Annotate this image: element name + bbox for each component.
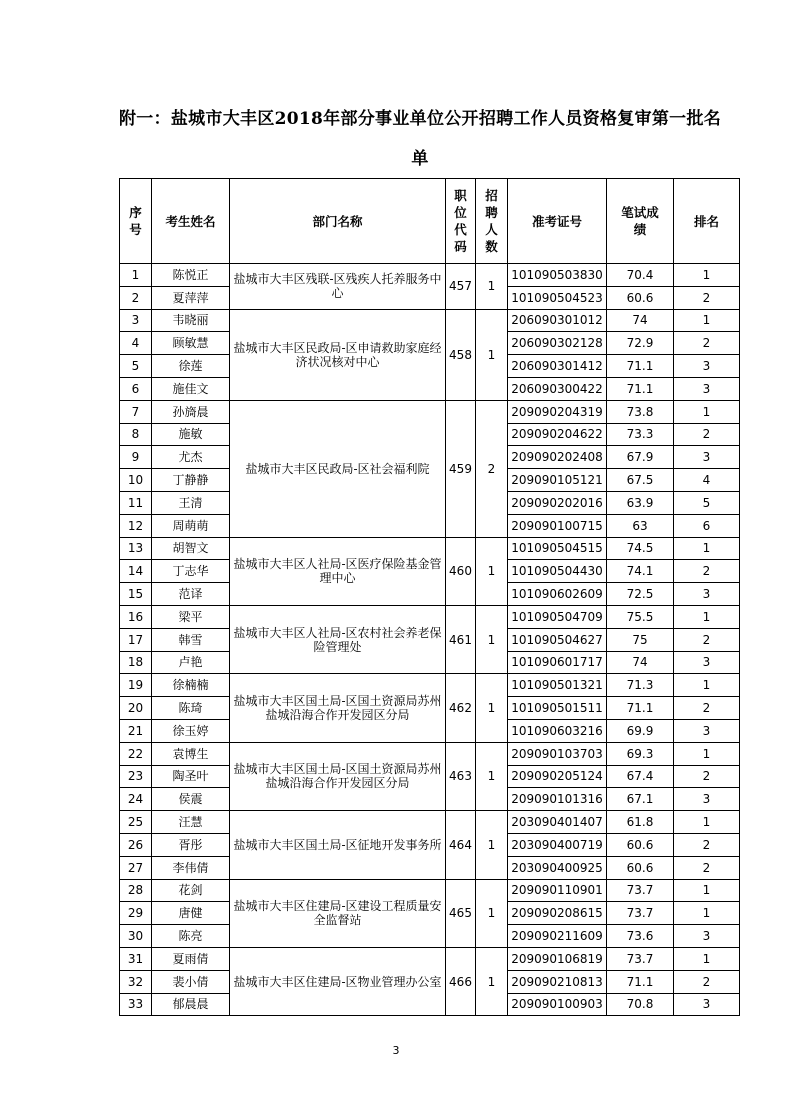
department-cell: 盐城市大丰区民政局-区社会福利院 xyxy=(230,400,446,537)
department-cell: 盐城市大丰区人社局-区医疗保险基金管理中心 xyxy=(230,537,446,605)
hires-cell: 1 xyxy=(476,947,508,1015)
name-cell: 丁志华 xyxy=(152,560,230,583)
name-cell: 施佳文 xyxy=(152,377,230,400)
exam-id-cell: 101090504515 xyxy=(508,537,607,560)
name-cell: 顾敏慧 xyxy=(152,332,230,355)
hires-cell: 1 xyxy=(476,674,508,742)
rank-cell: 3 xyxy=(674,651,740,674)
score-cell: 75 xyxy=(607,628,674,651)
seq-cell: 28 xyxy=(120,879,152,902)
score-cell: 69.9 xyxy=(607,719,674,742)
department-cell: 盐城市大丰区残联-区残疾人托养服务中心 xyxy=(230,264,446,310)
table-row xyxy=(120,811,740,834)
score-cell: 60.6 xyxy=(607,856,674,879)
name-cell: 花剑 xyxy=(152,879,230,902)
rank-cell: 5 xyxy=(674,491,740,514)
exam-id-cell: 203090401407 xyxy=(508,811,607,834)
name-cell: 胥彤 xyxy=(152,833,230,856)
name-cell: 范译 xyxy=(152,583,230,606)
seq-cell: 3 xyxy=(120,309,152,332)
exam-id-cell: 203090400719 xyxy=(508,833,607,856)
exam-id-cell: 206090301012 xyxy=(508,309,607,332)
seq-cell: 26 xyxy=(120,833,152,856)
exam-id-cell: 209090204319 xyxy=(508,400,607,423)
rank-cell: 6 xyxy=(674,514,740,537)
rank-cell: 1 xyxy=(674,537,740,560)
exam-id-cell: 101090504627 xyxy=(508,628,607,651)
rank-cell: 2 xyxy=(674,332,740,355)
hires-cell: 1 xyxy=(476,605,508,673)
seq-cell: 19 xyxy=(120,674,152,697)
header-code: 职位代码 xyxy=(446,179,476,264)
table-row xyxy=(120,400,740,423)
hires-cell: 1 xyxy=(476,811,508,879)
exam-id-cell: 101090501321 xyxy=(508,674,607,697)
table-row xyxy=(120,605,740,628)
rank-cell: 3 xyxy=(674,377,740,400)
exam-id-cell: 209090105121 xyxy=(508,469,607,492)
seq-cell: 20 xyxy=(120,697,152,720)
score-cell: 75.5 xyxy=(607,605,674,628)
table-row xyxy=(120,742,740,765)
name-cell: 周萌萌 xyxy=(152,514,230,537)
seq-cell: 24 xyxy=(120,788,152,811)
score-cell: 73.8 xyxy=(607,400,674,423)
exam-id-cell: 209090202016 xyxy=(508,491,607,514)
exam-id-cell: 101090602609 xyxy=(508,583,607,606)
rank-cell: 3 xyxy=(674,788,740,811)
rank-cell: 1 xyxy=(674,605,740,628)
department-cell: 盐城市大丰区人社局-区农村社会养老保险管理处 xyxy=(230,605,446,673)
exam-id-cell: 206090302128 xyxy=(508,332,607,355)
rank-cell: 2 xyxy=(674,628,740,651)
score-cell: 60.6 xyxy=(607,286,674,309)
seq-cell: 1 xyxy=(120,264,152,287)
seq-cell: 22 xyxy=(120,742,152,765)
position-code-cell: 458 xyxy=(446,309,476,400)
name-cell: 徐楠楠 xyxy=(152,674,230,697)
score-cell: 73.7 xyxy=(607,947,674,970)
name-cell: 陶圣叶 xyxy=(152,765,230,788)
score-cell: 70.8 xyxy=(607,993,674,1016)
seq-cell: 25 xyxy=(120,811,152,834)
exam-id-cell: 209090101316 xyxy=(508,788,607,811)
score-cell: 67.1 xyxy=(607,788,674,811)
score-cell: 70.4 xyxy=(607,264,674,287)
rank-cell: 2 xyxy=(674,560,740,583)
rank-cell: 3 xyxy=(674,583,740,606)
score-cell: 74 xyxy=(607,309,674,332)
rank-cell: 1 xyxy=(674,811,740,834)
rank-cell: 1 xyxy=(674,902,740,925)
seq-cell: 18 xyxy=(120,651,152,674)
name-cell: 胡智文 xyxy=(152,537,230,560)
seq-cell: 31 xyxy=(120,947,152,970)
rank-cell: 1 xyxy=(674,400,740,423)
seq-cell: 29 xyxy=(120,902,152,925)
table-row xyxy=(120,309,740,332)
rank-cell: 1 xyxy=(674,674,740,697)
header-department: 部门名称 xyxy=(230,179,446,264)
rank-cell: 3 xyxy=(674,925,740,948)
table-row xyxy=(120,674,740,697)
name-cell: 李伟倩 xyxy=(152,856,230,879)
exam-id-cell: 203090400925 xyxy=(508,856,607,879)
name-cell: 孙旖晨 xyxy=(152,400,230,423)
score-cell: 73.7 xyxy=(607,879,674,902)
seq-cell: 10 xyxy=(120,469,152,492)
rank-cell: 3 xyxy=(674,719,740,742)
exam-id-cell: 101090503830 xyxy=(508,264,607,287)
seq-cell: 2 xyxy=(120,286,152,309)
department-cell: 盐城市大丰区住建局-区物业管理办公室 xyxy=(230,947,446,1015)
score-cell: 63.9 xyxy=(607,491,674,514)
score-cell: 74 xyxy=(607,651,674,674)
rank-cell: 3 xyxy=(674,446,740,469)
exam-id-cell: 101090504523 xyxy=(508,286,607,309)
seq-cell: 5 xyxy=(120,355,152,378)
score-cell: 61.8 xyxy=(607,811,674,834)
header-exam-id: 准考证号 xyxy=(508,179,607,264)
rank-cell: 2 xyxy=(674,970,740,993)
name-cell: 尤杰 xyxy=(152,446,230,469)
score-cell: 71.1 xyxy=(607,355,674,378)
document-title-continued: 单 xyxy=(411,149,429,169)
seq-cell: 30 xyxy=(120,925,152,948)
rank-cell: 1 xyxy=(674,879,740,902)
score-cell: 71.1 xyxy=(607,697,674,720)
score-cell: 69.3 xyxy=(607,742,674,765)
score-cell: 67.9 xyxy=(607,446,674,469)
exam-id-cell: 209090205124 xyxy=(508,765,607,788)
exam-id-cell: 209090204622 xyxy=(508,423,607,446)
name-cell: 夏雨倩 xyxy=(152,947,230,970)
position-code-cell: 457 xyxy=(446,264,476,310)
score-cell: 73.6 xyxy=(607,925,674,948)
table-row xyxy=(120,537,740,560)
name-cell: 韦晓丽 xyxy=(152,309,230,332)
seq-cell: 21 xyxy=(120,719,152,742)
name-cell: 侯震 xyxy=(152,788,230,811)
department-cell: 盐城市大丰区国土局-区征地开发事务所 xyxy=(230,811,446,879)
department-cell: 盐城市大丰区民政局-区申请救助家庭经济状况核对中心 xyxy=(230,309,446,400)
name-cell: 袁博生 xyxy=(152,742,230,765)
name-cell: 陈亮 xyxy=(152,925,230,948)
hires-cell: 2 xyxy=(476,400,508,537)
rank-cell: 1 xyxy=(674,309,740,332)
rank-cell: 2 xyxy=(674,856,740,879)
table-row xyxy=(120,264,740,287)
seq-cell: 9 xyxy=(120,446,152,469)
seq-cell: 16 xyxy=(120,605,152,628)
seq-cell: 7 xyxy=(120,400,152,423)
header-rank: 排名 xyxy=(674,179,740,264)
name-cell: 陈悦正 xyxy=(152,264,230,287)
department-cell: 盐城市大丰区国土局-区国土资源局苏州盐城沿海合作开发园区分局 xyxy=(230,674,446,742)
name-cell: 陈琦 xyxy=(152,697,230,720)
score-cell: 72.5 xyxy=(607,583,674,606)
seq-cell: 13 xyxy=(120,537,152,560)
page-number: 3 xyxy=(392,1044,400,1057)
name-cell: 徐莲 xyxy=(152,355,230,378)
score-cell: 63 xyxy=(607,514,674,537)
seq-cell: 33 xyxy=(120,993,152,1016)
name-cell: 卢艳 xyxy=(152,651,230,674)
seq-cell: 12 xyxy=(120,514,152,537)
score-cell: 71.1 xyxy=(607,377,674,400)
exam-id-cell: 206090301412 xyxy=(508,355,607,378)
rank-cell: 3 xyxy=(674,993,740,1016)
name-cell: 徐玉婷 xyxy=(152,719,230,742)
exam-id-cell: 209090202408 xyxy=(508,446,607,469)
rank-cell: 3 xyxy=(674,355,740,378)
name-cell: 梁平 xyxy=(152,605,230,628)
score-cell: 67.5 xyxy=(607,469,674,492)
score-cell: 73.7 xyxy=(607,902,674,925)
header-score: 笔试成绩 xyxy=(607,179,674,264)
name-cell: 夏萍萍 xyxy=(152,286,230,309)
department-cell: 盐城市大丰区国土局-区国土资源局苏州盐城沿海合作开发园区分局 xyxy=(230,742,446,810)
position-code-cell: 466 xyxy=(446,947,476,1015)
table-header-row xyxy=(120,179,740,264)
exam-id-cell: 101090504430 xyxy=(508,560,607,583)
candidate-table xyxy=(119,178,740,1016)
seq-cell: 15 xyxy=(120,583,152,606)
exam-id-cell: 209090100715 xyxy=(508,514,607,537)
score-cell: 74.1 xyxy=(607,560,674,583)
document-title: 附一：盐城市大丰区2018年部分事业单位公开招聘工作人员资格复审第一批名 xyxy=(118,109,722,129)
exam-id-cell: 209090208615 xyxy=(508,902,607,925)
hires-cell: 1 xyxy=(476,537,508,605)
position-code-cell: 465 xyxy=(446,879,476,947)
name-cell: 裴小倩 xyxy=(152,970,230,993)
rank-cell: 1 xyxy=(674,947,740,970)
name-cell: 韩雪 xyxy=(152,628,230,651)
rank-cell: 2 xyxy=(674,765,740,788)
exam-id-cell: 206090300422 xyxy=(508,377,607,400)
position-code-cell: 462 xyxy=(446,674,476,742)
hires-cell: 1 xyxy=(476,309,508,400)
exam-id-cell: 101090603216 xyxy=(508,719,607,742)
score-cell: 71.3 xyxy=(607,674,674,697)
rank-cell: 2 xyxy=(674,833,740,856)
hires-cell: 1 xyxy=(476,742,508,810)
position-code-cell: 460 xyxy=(446,537,476,605)
exam-id-cell: 209090211609 xyxy=(508,925,607,948)
exam-id-cell: 209090210813 xyxy=(508,970,607,993)
table-row xyxy=(120,947,740,970)
name-cell: 唐健 xyxy=(152,902,230,925)
seq-cell: 23 xyxy=(120,765,152,788)
position-code-cell: 459 xyxy=(446,400,476,537)
exam-id-cell: 209090100903 xyxy=(508,993,607,1016)
header-name: 考生姓名 xyxy=(152,179,230,264)
header-hires: 招聘人数 xyxy=(476,179,508,264)
score-cell: 67.4 xyxy=(607,765,674,788)
rank-cell: 1 xyxy=(674,742,740,765)
score-cell: 60.6 xyxy=(607,833,674,856)
name-cell: 郁晨晨 xyxy=(152,993,230,1016)
exam-id-cell: 209090103703 xyxy=(508,742,607,765)
seq-cell: 11 xyxy=(120,491,152,514)
exam-id-cell: 101090501511 xyxy=(508,697,607,720)
rank-cell: 4 xyxy=(674,469,740,492)
name-cell: 王清 xyxy=(152,491,230,514)
exam-id-cell: 101090504709 xyxy=(508,605,607,628)
exam-id-cell: 209090110901 xyxy=(508,879,607,902)
rank-cell: 1 xyxy=(674,264,740,287)
hires-cell: 1 xyxy=(476,879,508,947)
hires-cell: 1 xyxy=(476,264,508,310)
name-cell: 汪慧 xyxy=(152,811,230,834)
seq-cell: 14 xyxy=(120,560,152,583)
exam-id-cell: 101090601717 xyxy=(508,651,607,674)
rank-cell: 2 xyxy=(674,286,740,309)
position-code-cell: 463 xyxy=(446,742,476,810)
score-cell: 71.1 xyxy=(607,970,674,993)
position-code-cell: 464 xyxy=(446,811,476,879)
seq-cell: 27 xyxy=(120,856,152,879)
table-row xyxy=(120,879,740,902)
seq-cell: 4 xyxy=(120,332,152,355)
name-cell: 丁静静 xyxy=(152,469,230,492)
department-cell: 盐城市大丰区住建局-区建设工程质量安全监督站 xyxy=(230,879,446,947)
seq-cell: 32 xyxy=(120,970,152,993)
rank-cell: 2 xyxy=(674,697,740,720)
seq-cell: 17 xyxy=(120,628,152,651)
exam-id-cell: 209090106819 xyxy=(508,947,607,970)
score-cell: 73.3 xyxy=(607,423,674,446)
score-cell: 74.5 xyxy=(607,537,674,560)
name-cell: 施敏 xyxy=(152,423,230,446)
header-seq: 序号 xyxy=(120,179,152,264)
rank-cell: 2 xyxy=(674,423,740,446)
position-code-cell: 461 xyxy=(446,605,476,673)
seq-cell: 8 xyxy=(120,423,152,446)
score-cell: 72.9 xyxy=(607,332,674,355)
seq-cell: 6 xyxy=(120,377,152,400)
